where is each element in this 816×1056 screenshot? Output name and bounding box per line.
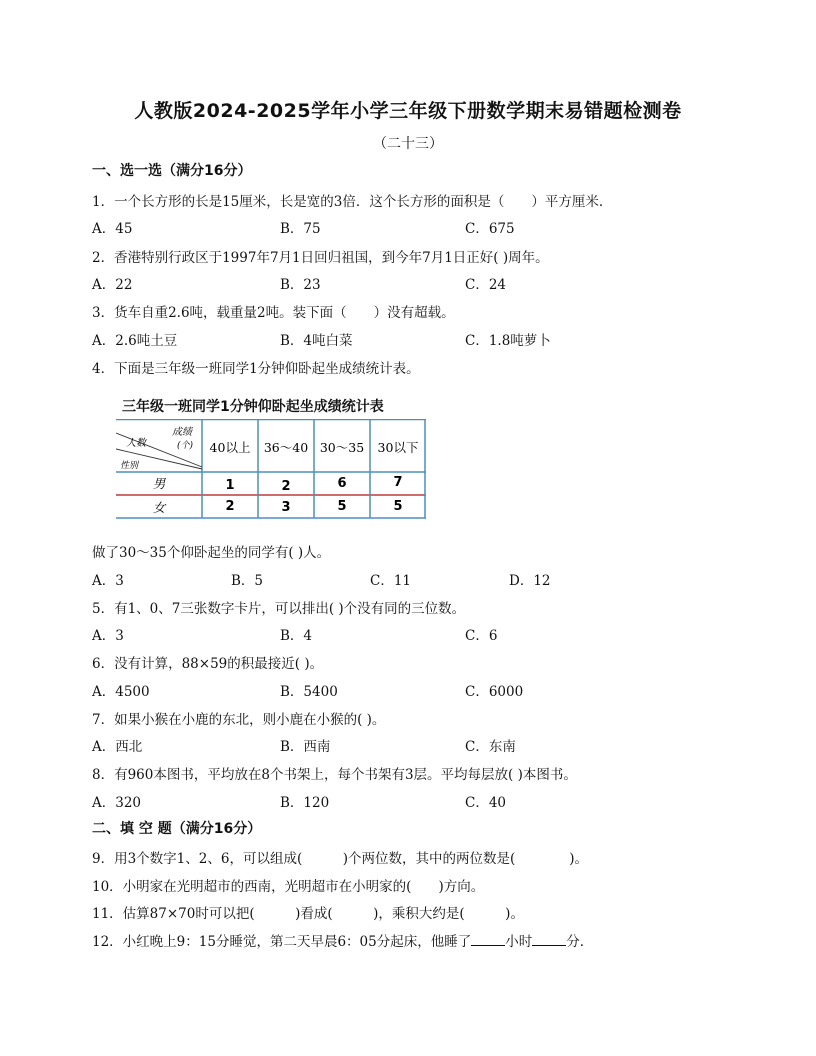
page-title: 人教版2024-2025学年小学三年级下册数学期末易错题检测卷 — [134, 100, 682, 122]
q6-option-a: A．4500 — [92, 684, 150, 700]
q12-text-part-2: 小时 — [505, 934, 533, 950]
question-6: 6．没有计算，88×59的积最接近( )。 — [92, 656, 324, 672]
q6-option-b: B．5400 — [280, 684, 338, 700]
cell-female-1: 2 — [225, 499, 235, 514]
q4-option-c: C．11 — [370, 573, 412, 589]
q5-option-a: A．3 — [92, 628, 124, 644]
cell-male-3: 6 — [337, 476, 347, 491]
q7-option-a: A．西北 — [92, 739, 143, 755]
cell-female-3: 5 — [337, 499, 347, 514]
q4-option-b: B．5 — [231, 573, 264, 589]
q7-option-c: C．东南 — [465, 739, 516, 755]
q4-option-d: D．12 — [509, 573, 551, 589]
cell-male-2: 2 — [281, 479, 291, 494]
q8-option-c: C．40 — [465, 795, 507, 811]
question-2: 2．香港特别行政区于1997年7月1日回归祖国，到今年7月1日正好( )周年。 — [92, 250, 549, 266]
q7-option-b: B．西南 — [280, 739, 331, 755]
question-1: 1．一个长方形的长是15厘米，长是宽的3倍．这个长方形的面积是（ ）平方厘米． — [92, 194, 613, 210]
question-7: 7．如果小猴在小鹿的东北，则小鹿在小猴的( )。 — [92, 712, 386, 728]
table-title: 三年级一班同学1分钟仰卧起坐成绩统计表 — [122, 399, 384, 415]
q2-option-c: C．24 — [465, 277, 507, 293]
cell-female-2: 3 — [281, 500, 291, 515]
row-label-female: 女 — [152, 500, 166, 515]
q4-option-a: A．3 — [92, 573, 124, 589]
q8-option-b: B．120 — [280, 795, 330, 811]
section-2-heading: 二、填 空 题（满分16分） — [92, 821, 262, 837]
q5-option-b: B．4 — [280, 628, 313, 644]
q12-blank-minutes — [532, 933, 566, 946]
question-4: 4．下面是三年级一班同学1分钟仰卧起坐成绩统计表。 — [92, 361, 420, 377]
q3-option-c: C．1.8吨萝卜 — [465, 333, 551, 349]
col-header-4: 30以下 — [377, 440, 419, 455]
question-4-prompt: 做了30～35个仰卧起坐的同学有( )人。 — [92, 545, 331, 561]
section-1-heading: 一、选一选（满分16分） — [92, 163, 252, 179]
q3-option-b: B．4吨白菜 — [280, 333, 353, 349]
q1-option-a: A．45 — [92, 221, 133, 237]
q2-option-a: A．22 — [92, 277, 133, 293]
q6-option-c: C．6000 — [465, 684, 524, 700]
cell-male-4: 7 — [393, 475, 403, 490]
question-11: 11．估算87×70时可以把( )看成( )，乘积大约是( )。 — [92, 906, 524, 922]
col-header-1: 40以上 — [209, 440, 251, 455]
question-8: 8．有960本图书，平均放在8个书架上，每个书架有3层。平均每层放( )本图书。 — [92, 767, 577, 783]
question-5: 5．有1、0、7三张数字卡片，可以排出( )个没有同的三位数。 — [92, 601, 466, 617]
question-3: 3．货车自重2.6吨，载重量2吨。装下面（ ）没有超载。 — [92, 305, 455, 321]
q12-text-part-1: 12．小红晚上9：15分睡觉，第二天早晨6：05分起床，他睡了 — [92, 934, 472, 950]
corner-label-count: 人数 — [126, 438, 146, 449]
q3-option-a: A．2.6吨土豆 — [92, 333, 178, 349]
q12-text-part-3: 分． — [566, 934, 594, 950]
q8-option-a: A．320 — [92, 795, 142, 811]
col-header-3: 30～35 — [319, 440, 365, 455]
question-9: 9．用3个数字1、2、6，可以组成( )个两位数，其中的两位数是( )。 — [92, 851, 589, 867]
corner-label-gender: 性别 — [120, 461, 139, 471]
q1-option-b: B．75 — [280, 221, 321, 237]
q1-option-c: C．675 — [465, 221, 515, 237]
question-10: 10．小明家在光明超市的西南，光明超市在小明家的( )方向。 — [92, 879, 485, 895]
question-12 — [92, 930, 593, 950]
q2-option-b: B．23 — [280, 277, 321, 293]
row-label-male: 男 — [152, 476, 166, 491]
cell-female-4: 5 — [393, 499, 403, 514]
cell-male-1: 1 — [225, 478, 235, 493]
col-header-2: 36～40 — [263, 440, 309, 455]
situp-stats-table — [116, 419, 426, 519]
q5-option-c: C．6 — [465, 628, 498, 644]
corner-label-unit: (个) — [177, 441, 194, 451]
page-subtitle: （二十三） — [373, 136, 443, 152]
corner-label-score: 成绩 — [172, 427, 192, 438]
q12-blank-hours — [471, 933, 505, 946]
